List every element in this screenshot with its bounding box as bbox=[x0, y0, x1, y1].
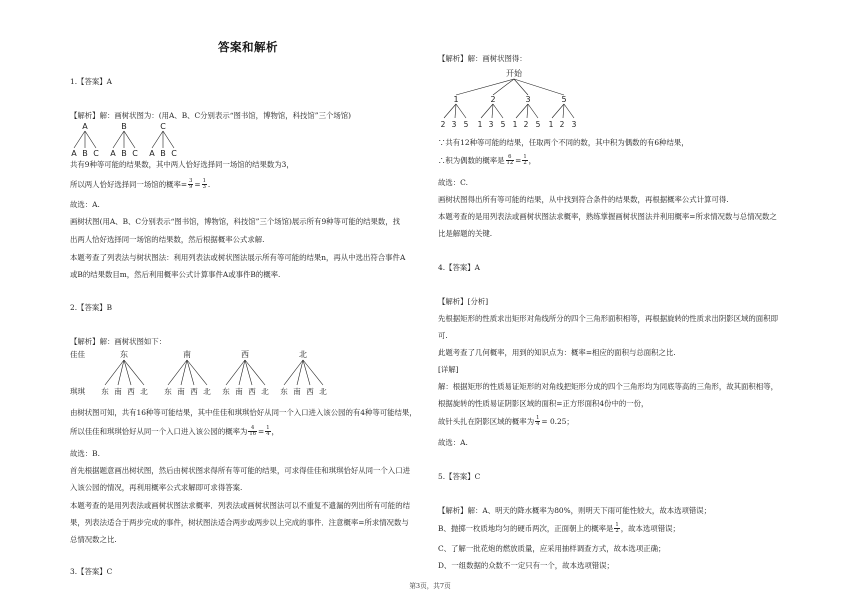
q3-tree-diagram bbox=[438, 67, 598, 129]
q3-tree-leaf: 5 bbox=[500, 120, 506, 129]
q3-tree-node: 2 bbox=[490, 95, 496, 104]
q3-line-2-text: ∴积为偶数的概率是 bbox=[438, 155, 505, 165]
q3-tree-node: 5 bbox=[561, 95, 567, 104]
q4-line-3: 此题考查了几何概率，用到的知识点为：概率=相应的面积与总面积之比. bbox=[438, 348, 676, 357]
q5-answer: 5.【答案】C bbox=[438, 472, 481, 481]
q5-line-2: B、抛掷一枚质地均匀的硬币两次，正面朝上的概率是 $\frac{1}{2}$ ，故本选项错误； bbox=[438, 522, 680, 535]
q2-tree-leaf: 西 bbox=[190, 387, 198, 396]
q2-line-7: 果，列表法适合于两步完成的事件，树状图法适合两步或两步以上完成的事件．注意概率=所求情况数与 bbox=[70, 518, 409, 527]
q2-line-6: 本题考查的是用列表法或画树状图法求概率．列表法或画树状图法可以不重复不遗漏的列出所有可能的结 bbox=[70, 501, 410, 510]
q2-intro: 【解析】解：画树状图如下： bbox=[70, 337, 167, 346]
q2-tree-leaf: 南 bbox=[235, 387, 243, 396]
q2-tree-leaf: 南 bbox=[114, 387, 122, 396]
q2-line-3: 故选：B. bbox=[70, 449, 100, 458]
q1-intro: 【解析】解：画树状图为：(用A、B、C分别表示“图书馆，博物馆，科技馆”三个场馆) bbox=[70, 111, 352, 120]
q2-tree-leaf: 东 bbox=[280, 387, 288, 396]
fraction: $\frac{1}{4}$ bbox=[266, 425, 270, 438]
q3-line-5: 本题考查的是用列表法或画树状图法求概率，熟练掌握画树状图法并利用概率=所求情况数与总情况数之 bbox=[438, 212, 777, 221]
q1-tree-b bbox=[110, 122, 138, 158]
q5-line-1: 【解析】解：A、明天的降水概率为80%，则明天下雨可能性较大，故本选项错误； bbox=[438, 506, 712, 515]
q1-line-6: 本题考查了列表法与树状图法：利用列表法或树状图法展示所有等可能的结果n，再从中选出符合事件A bbox=[70, 253, 406, 262]
q4-line-8: 故选：A. bbox=[438, 438, 468, 447]
q2-tree-leaf: 东 bbox=[164, 387, 172, 396]
q3-tree-leaf: 1 bbox=[548, 120, 554, 129]
q2-line-2: 所以佳佳和琪琪恰好从同一个入口进入该公园的概率为 $\frac{4}{16}$ = $\frac{1}{4}$ ， bbox=[70, 425, 279, 438]
q3-line-6: 比是解题的关键. bbox=[438, 229, 493, 238]
q2-tree-label-bottom: 琪琪 bbox=[70, 387, 85, 396]
q3-line-2: ∴积为偶数的概率是 $\frac{6}{12}$ = $\frac{1}{2}$ ， bbox=[438, 154, 537, 167]
page-footer: 第3页，共7页 bbox=[409, 582, 451, 590]
q3-tree-leaf: 1 bbox=[512, 120, 518, 129]
q3-line-3: 故选：C. bbox=[438, 178, 468, 187]
q1-line-7: 或B的结果数目m，然后利用概率公式计算事件A或事件B的概率. bbox=[70, 270, 281, 279]
q3-tree-node: 1 bbox=[453, 95, 459, 104]
q1-tree-leaf: A bbox=[110, 149, 116, 158]
q2-tree-leaf: 西 bbox=[127, 387, 135, 396]
q2-tree-leaf: 北 bbox=[203, 387, 211, 396]
q3-line-1: ∵共有12种等可能的结果，任取两个不同的数，其中积为偶数的有6种结果， bbox=[438, 138, 689, 147]
q2-tree-leaf: 北 bbox=[319, 387, 327, 396]
q5-line-4: D、一组数据的众数不一定只有一个，故本选项错误； bbox=[438, 561, 614, 570]
q3-branch-4 bbox=[549, 95, 577, 129]
q1-tree-diagram bbox=[70, 121, 210, 159]
q1-tree-leaf: B bbox=[82, 149, 88, 158]
q2-tree-north bbox=[280, 349, 327, 396]
page-title: 答案和解析 bbox=[218, 40, 278, 54]
q4-line-4: [详解] bbox=[438, 365, 459, 374]
q2-tree-leaf: 北 bbox=[140, 387, 148, 396]
q2-tree-west bbox=[222, 350, 269, 396]
q3-tree-leaf: 2 bbox=[559, 120, 565, 129]
q2-tree-root: 北 bbox=[299, 350, 307, 359]
q1-line-3: 故选：A. bbox=[70, 200, 100, 209]
q1-tree-leaf: C bbox=[93, 149, 99, 158]
q2-tree-leaf: 南 bbox=[177, 387, 185, 396]
q4-line-2: 可. bbox=[438, 331, 448, 340]
q3-tree-leaf: 1 bbox=[477, 120, 483, 129]
q1-line-4: 画树状图(用A、B、C分别表示“图书馆，博物馆，科技馆”三个场馆)展示所有9种等可能的结果数，找 bbox=[70, 217, 401, 226]
q2-line-1: 由树状图可知，共有16种等可能结果，其中佳佳和琪琪恰好从同一个入口进入该公园的有4种等可能结果， bbox=[70, 408, 417, 417]
fraction: $\frac{1}{2}$ bbox=[615, 522, 619, 535]
q1-tree-leaf: C bbox=[171, 149, 177, 158]
q4-line-1: 先根据矩形的性质求出矩形对角线所分的四个三角形面积相等，再根据旋转的性质求出阴影区域的面积即 bbox=[438, 314, 778, 323]
q1-tree-leaf: B bbox=[121, 149, 127, 158]
fraction: $\frac{4}{16}$ bbox=[249, 425, 256, 438]
q3-tree-leaf: 3 bbox=[488, 120, 494, 129]
q3-tree-leaf: 5 bbox=[535, 120, 541, 129]
q4-analysis-tag: 【解析】[分析] bbox=[438, 297, 489, 306]
q2-line-4: 首先根据题意画出树状图，然后由树状图求得所有等可能的结果，可求得佳佳和琪琪恰好从同一个入口进 bbox=[70, 466, 410, 475]
q2-tree-leaf: 北 bbox=[261, 387, 269, 396]
fraction: $\frac{6}{12}$ bbox=[506, 154, 514, 167]
q3-answer: 3.【答案】C bbox=[70, 567, 113, 576]
q2-tree-root: 东 bbox=[120, 350, 128, 359]
q4-line-5: 解：根据矩形的性质易证矩形的对角线把矩形分成的四个三角形均为同底等高的三角形，故其面积相等， bbox=[438, 382, 778, 391]
q2-tree-leaf: 南 bbox=[293, 387, 301, 396]
q2-tree-leaf: 东 bbox=[222, 387, 230, 396]
q1-tree-leaf: A bbox=[149, 149, 155, 158]
q1-tree-leaf: C bbox=[132, 149, 138, 158]
q3-tree-node: 3 bbox=[525, 95, 531, 104]
q1-tree-c bbox=[149, 122, 177, 158]
q4-line-7: 故针头扎在阴影区域的概率为 $\frac{1}{4}$ = 0.25； bbox=[438, 415, 574, 428]
q1-tree-a bbox=[71, 122, 99, 158]
q1-tree-root: B bbox=[121, 122, 127, 131]
q2-tree-root: 西 bbox=[241, 350, 249, 359]
q3-tree-leaf: 3 bbox=[451, 120, 457, 129]
q3-branch-1 bbox=[441, 95, 469, 129]
q2-tree-leaf: 西 bbox=[306, 387, 314, 396]
q2-line-8: 总情况数之比. bbox=[70, 535, 117, 544]
fraction: $\frac{1}{2}$ bbox=[523, 154, 527, 167]
q2-line-2-text: 所以佳佳和琪琪恰好从同一个入口进入该公园的概率为 bbox=[70, 426, 248, 436]
q3-intro: 【解析】解：画树状图得： bbox=[438, 54, 527, 63]
q2-tree-leaf: 西 bbox=[248, 387, 256, 396]
q1-line-2-text: 所以两人恰好选择同一场馆的概率= bbox=[70, 179, 188, 189]
q1-tree-leaf: A bbox=[71, 149, 77, 158]
q3-tree-leaf: 5 bbox=[463, 120, 469, 129]
q2-tree-label-top: 佳佳 bbox=[70, 350, 85, 359]
q3-branch-3 bbox=[513, 95, 541, 129]
q3-tree-leaf: 2 bbox=[523, 120, 529, 129]
q2-line-5: 入该公园的情况，再利用概率公式求解即可求得答案. bbox=[70, 483, 243, 492]
q1-answer: 1.【答案】A bbox=[70, 77, 112, 86]
fraction: $\frac{3}{9}$ bbox=[189, 178, 193, 191]
q5-line-3: C、了解一批花炮的燃放质量，应采用抽样调查方式，故本选项正确； bbox=[438, 544, 666, 553]
q3-tree-leaf: 3 bbox=[571, 120, 577, 129]
fraction: $\frac{1}{3}$ bbox=[202, 178, 206, 191]
q1-line-5: 出两人恰好选择同一场馆的结果数，然后根据概率公式求解. bbox=[70, 235, 265, 244]
q2-tree-east bbox=[101, 349, 148, 396]
q1-tree-root: C bbox=[160, 122, 166, 131]
q4-line-6: 根据旋转的性质易证阴影区域的面积=正方形面积4份中的一份， bbox=[438, 399, 649, 408]
q1-line-2: 所以两人恰好选择同一场馆的概率= $\frac{3}{9}$ = $\frac{1}{3}$ . bbox=[70, 178, 211, 191]
q2-tree-leaf: 东 bbox=[101, 387, 109, 396]
q1-tree-root: A bbox=[82, 122, 88, 131]
q3-line-4: 画树状图得出所有等可能的结果，从中找到符合条件的结果数，再根据概率公式计算可得. bbox=[438, 195, 729, 204]
q4-answer: 4.【答案】A bbox=[438, 263, 480, 272]
q5-line-2-text: B、抛掷一枚质地均匀的硬币两次，正面朝上的概率是 bbox=[438, 523, 614, 533]
q3-tree-leaf: 2 bbox=[440, 120, 446, 129]
q3-branch-2 bbox=[478, 95, 506, 129]
q4-line-7-text: 故针头扎在阴影区域的概率为 bbox=[438, 416, 535, 426]
q2-tree-diagram bbox=[70, 348, 360, 398]
q3-tree-start: 开始 bbox=[506, 69, 522, 78]
q2-tree-root: 南 bbox=[183, 350, 191, 359]
q2-answer: 2.【答案】B bbox=[70, 303, 113, 312]
fraction: $\frac{1}{4}$ bbox=[536, 415, 540, 428]
q1-line-1: 共有9种等可能的结果数，其中两人恰好选择同一场馆的结果数为3， bbox=[70, 160, 294, 169]
q1-tree-leaf: B bbox=[160, 149, 166, 158]
q2-tree-south bbox=[164, 349, 211, 396]
